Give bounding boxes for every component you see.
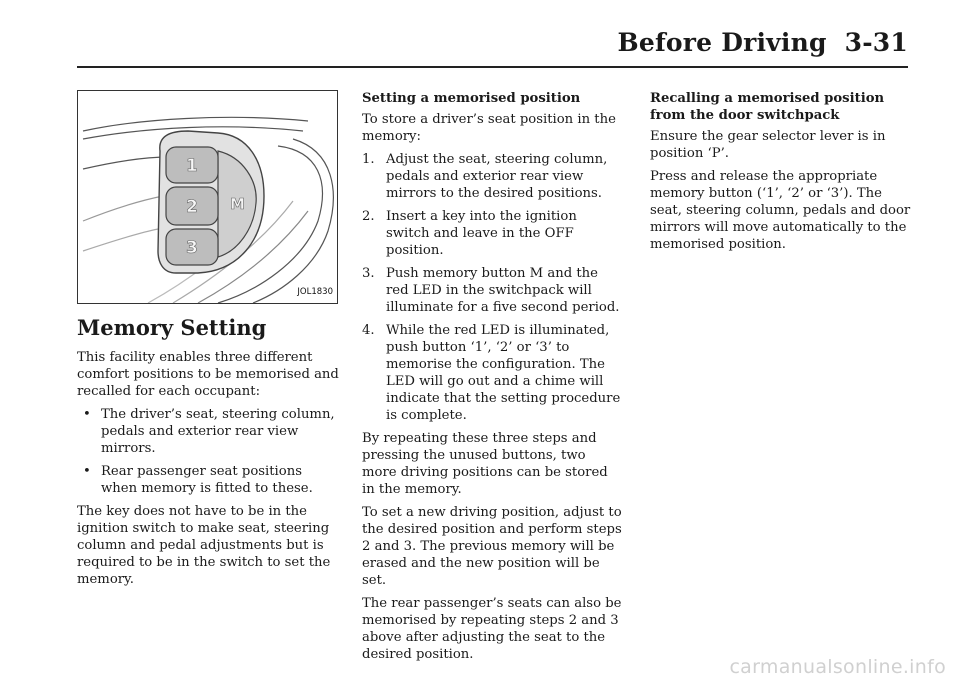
- list-item: [362, 322, 624, 424]
- memory-button-1-label: 1: [186, 156, 198, 176]
- figure-code: JOL1830: [297, 287, 333, 297]
- section-title: Memory Setting: [77, 315, 267, 340]
- list-item-text: The driver’s seat, steering column, pedals and exterior rear view mirrors.: [101, 407, 335, 456]
- list-item: [362, 151, 624, 202]
- step-number: 1.: [362, 152, 375, 167]
- subsection-title: Recalling a memorised position from the door switchpack: [650, 91, 885, 123]
- column-2: [362, 90, 624, 669]
- step-number: 3.: [362, 266, 375, 281]
- watermark: carmanualsonline.info: [729, 656, 946, 678]
- step-text: Adjust the seat, steering column, pedals and exterior rear view mirrors to the desired positions.: [386, 152, 608, 201]
- repeat-paragraph: By repeating these three steps and pressing the unused buttons, two more driving positions can be stored in the memory.: [362, 431, 608, 497]
- intro-paragraph: This facility enables three different comfort positions to be memorised and recalled for each occupant:: [77, 350, 339, 399]
- step-number: 4.: [362, 323, 375, 338]
- subsection-title: Setting a memorised position: [362, 91, 581, 106]
- header-rule: [77, 66, 908, 68]
- switchpack-figure: [77, 90, 338, 304]
- list-item: [77, 406, 339, 457]
- step-number: 2.: [362, 209, 375, 224]
- header-section: Before Driving: [617, 28, 827, 57]
- page-header: [618, 28, 908, 57]
- step-text: Push memory button M and the red LED in the switchpack will illuminate for a five second period.: [386, 266, 620, 315]
- step-text: While the red LED is illuminated, push button ‘1’, ‘2’ or ‘3’ to memorise the configuration. The LED will go out and a chime will indicate that the setting procedure is complete.: [386, 323, 621, 423]
- header-page-number: 3-31: [844, 28, 908, 57]
- new-position-paragraph: To set a new driving position, adjust to the desired position and perform steps 2 and 3. The previous memory will be erased and the new position will be set.: [362, 505, 622, 588]
- gear-paragraph: Ensure the gear selector lever is in position ‘P’.: [650, 129, 886, 161]
- list-item: [362, 208, 624, 259]
- recall-instructions-paragraph: Press and release the appropriate memory button (‘1’, ‘2’ or ‘3’). The seat, steering column, pedals and door mirrors will move automatically to the memorised position.: [650, 169, 911, 252]
- switchpack-illustration: [78, 91, 337, 303]
- setting-steps-list: [362, 151, 624, 424]
- occupant-list: [77, 406, 339, 497]
- column-3: [650, 90, 912, 259]
- memory-button-label: M: [230, 195, 245, 213]
- bullet-mark: •: [83, 464, 91, 479]
- list-item: [362, 265, 624, 316]
- column-1: [77, 90, 339, 594]
- memory-button-2-label: 2: [186, 197, 198, 217]
- bullet-mark: •: [83, 407, 91, 422]
- list-item: [77, 463, 339, 497]
- setting-intro-paragraph: To store a driver’s seat position in the memory:: [362, 112, 616, 144]
- step-text: Insert a key into the ignition switch and leave in the OFF position.: [386, 209, 577, 258]
- key-note-paragraph: The key does not have to be in the ignition switch to make seat, steering column and pedal adjustments but is required to be in the switch to set the memory.: [77, 504, 331, 587]
- rear-seats-paragraph: The rear passenger’s seats can also be memorised by repeating steps 2 and 3 above after adjusting the seat to the desired position.: [362, 596, 622, 662]
- memory-button-3-label: 3: [186, 238, 198, 258]
- list-item-text: Rear passenger seat positions when memory is fitted to these.: [101, 464, 313, 496]
